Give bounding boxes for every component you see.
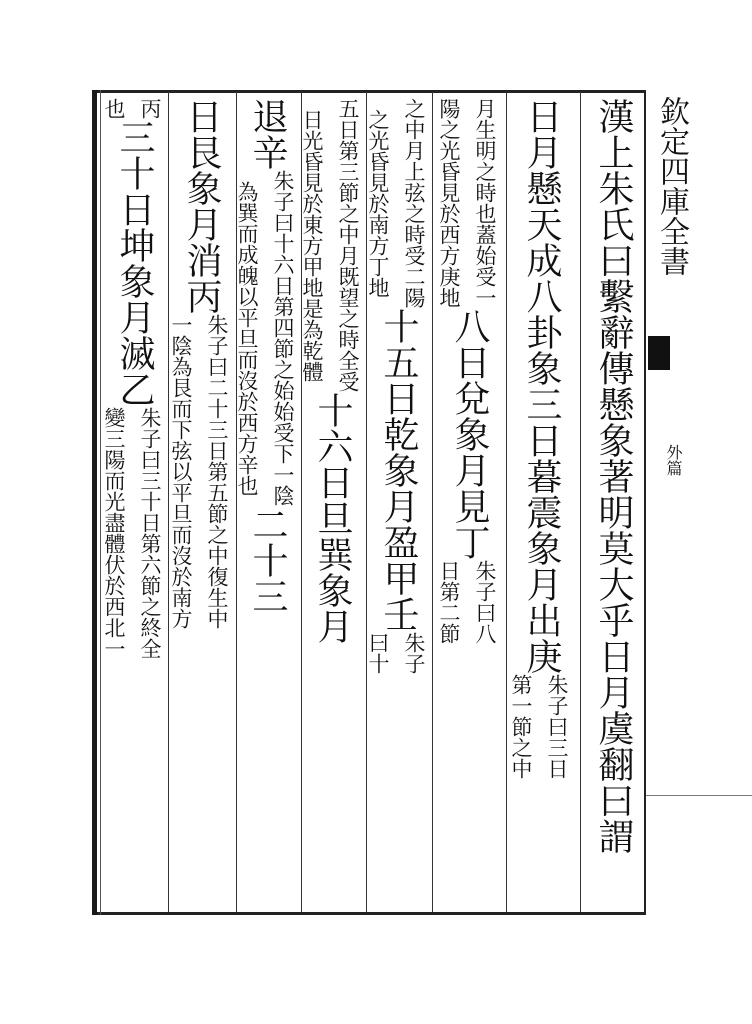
text-column-8	[102, 98, 167, 659]
commentary-pair	[169, 314, 234, 629]
page-frame-top	[92, 90, 645, 93]
margin-tab	[648, 336, 670, 370]
commentary-pair	[437, 560, 502, 644]
commentary-line: 之中月上弦之時受二陽	[402, 98, 426, 308]
commentary-pair	[366, 632, 431, 674]
main-text: 漢上朱氏曰繫辭傳懸象著明莫大乎日月虞翻曰謂	[593, 98, 634, 854]
page-frame-bottom	[92, 912, 645, 915]
main-text: 日艮象月消丙	[181, 98, 222, 314]
main-text: 日月懸天成八卦象三日暮震象月出庚	[521, 98, 562, 674]
text-column-3	[437, 98, 502, 644]
commentary-line: 曰十	[366, 632, 390, 674]
commentary-line: 日第二節	[437, 560, 461, 644]
text-column-7	[169, 98, 234, 629]
commentary-line: 朱子曰二十三日第五節之中復生中	[205, 314, 229, 629]
commentary-line: 第一節之中	[509, 674, 533, 779]
commentary-line: 為巽而成魄以平旦而沒於西方辛也	[235, 180, 259, 496]
commentary-pair	[102, 407, 167, 659]
text-column-1	[592, 98, 638, 854]
commentary-line: 朱子曰十六日第四節之始始受下一陰	[271, 170, 295, 506]
column-rule	[506, 92, 507, 912]
commentary-pair	[235, 170, 300, 506]
main-text: 退辛	[247, 98, 288, 170]
commentary-line: 一陰為艮而下弦以平旦而沒於南方	[169, 314, 193, 629]
main-text: 十六日旦巽象月	[312, 392, 353, 644]
commentary-line: 陽之光昏見於西方庚地	[437, 98, 461, 308]
text-column-5	[300, 98, 364, 644]
commentary-line: 五日第三節之中月既望之時全受	[336, 98, 360, 392]
commentary-line: 月生明之時也蓋始受一	[473, 98, 497, 308]
column-rule	[580, 92, 581, 912]
main-text: 三十日坤象月滅乙	[114, 119, 155, 407]
text-column-6	[235, 98, 299, 614]
commentary-pair	[509, 674, 574, 779]
commentary-line: 丙	[138, 98, 162, 119]
commentary-line: 也	[102, 98, 126, 119]
main-text: 八日兌象月見丁	[449, 308, 490, 560]
commentary-line: 之光昏見於南方丁地	[366, 108, 390, 298]
commentary-line: 朱子曰三日	[545, 674, 569, 779]
text-column-4	[366, 98, 430, 674]
commentary-line: 朱子曰八	[473, 560, 497, 644]
commentary-line: 日光昏見於東方甲地是為乾體	[300, 108, 324, 382]
main-text: 二十三	[247, 506, 288, 614]
margin-section-label: 外篇	[664, 444, 683, 476]
commentary-line: 朱子	[402, 632, 426, 674]
text-column-2	[509, 98, 569, 779]
page-frame-right	[644, 90, 646, 915]
commentary-line: 朱子曰三十日第六節之終全	[138, 407, 162, 659]
commentary-line: 變三陽而光盡體伏於西北一	[102, 407, 126, 659]
margin-book-title: 欽定四庫全書	[654, 96, 689, 276]
margin-line	[646, 795, 752, 796]
commentary-pair	[437, 98, 502, 308]
commentary-pair	[102, 98, 167, 119]
commentary-pair	[300, 98, 365, 392]
main-text: 十五日乾象月盈甲壬	[378, 308, 419, 632]
commentary-pair	[366, 98, 431, 308]
